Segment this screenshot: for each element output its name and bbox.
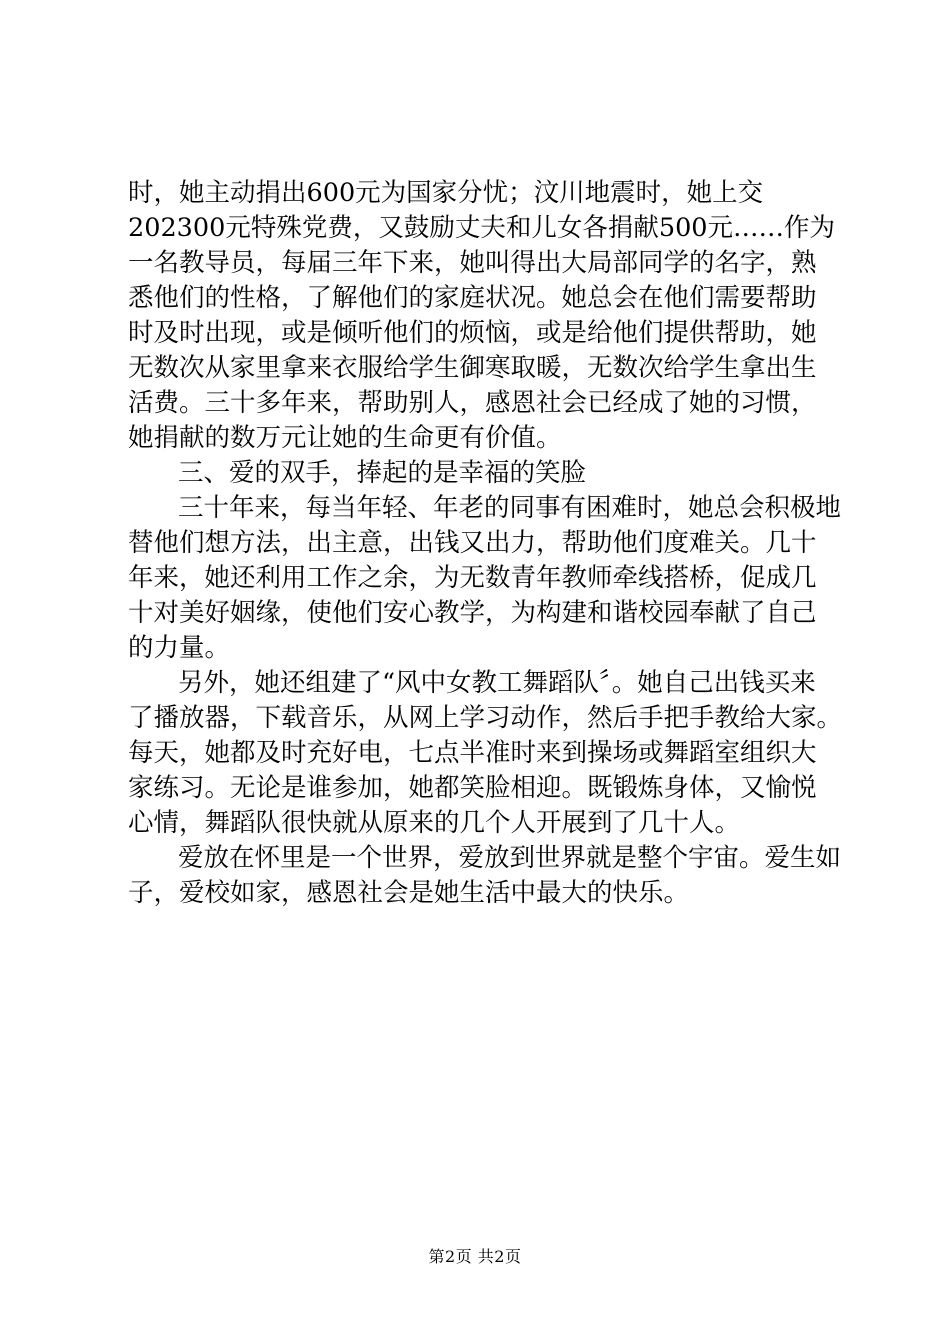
text-line: 另外，她还组建了“风中女教工舞蹈队〞。她自己出钱买来 [178,668,816,698]
text-line: 无数次从家里拿来衣服给学生御寒取暖，无数次给学生拿出生 [128,353,817,383]
text-line: 替他们想方法，出主意，出钱又出力，帮助他们度难关。几十 [128,528,817,558]
text-line: 每天，她都及时充好电，七点半准时来到操场或舞蹈室组织大 [128,738,817,768]
text-line: 年来，她还利用工作之余，为无数青年教师牵线搭桥，促成几 [128,563,817,593]
text-line: 爱放在怀里是一个世界，爱放到世界就是整个宇宙。爱生如 [178,843,842,873]
text-line: 她捐献的数万元让她的生命更有价值。 [128,423,562,453]
text-line: 心情，舞蹈队很快就从原来的几个人开展到了几十人。 [128,808,741,838]
text-line: 十对美好姻缘，使他们安心教学，为构建和谐校园奉献了自己 [128,598,817,628]
text-line: 了播放器，下载音乐，从网上学习动作，然后手把手教给大家。 [128,703,843,733]
text-line: 家练习。无论是谁参加，她都笑脸相迎。既锻炼身体，又愉悦 [128,773,817,803]
text-line: 202300元特殊党费，又鼓励丈夫和儿女各捐献500元……作为 [128,213,836,243]
text-line: 时，她主动捐出600元为国家分忧；汶川地震时，她上交 [128,178,764,208]
text-line: 时及时出现，或是倾听他们的烦恼，或是给他们提供帮助，她 [128,318,817,348]
text-line: 三十年来，每当年轻、年老的同事有困难时，她总会积极地 [178,493,842,523]
text-line: 的力量。 [128,633,231,663]
text-line: 悉他们的性格，了解他们的家庭状况。她总会在他们需要帮助 [128,283,817,313]
text-line: 活费。三十多年来，帮助别人，感恩社会已经成了她的习惯， [128,388,817,418]
text-line: 子，爱校如家，感恩社会是她生活中最大的快乐。 [128,878,690,908]
document-body [128,176,843,911]
section-heading: 三、爱的双手，捧起的是幸福的笑脸 [178,458,587,488]
text-line: 一名教导员，每届三年下来，她叫得出大局部同学的名字，熟 [128,248,817,278]
page-footer: 第2页 共2页 [428,1247,522,1266]
